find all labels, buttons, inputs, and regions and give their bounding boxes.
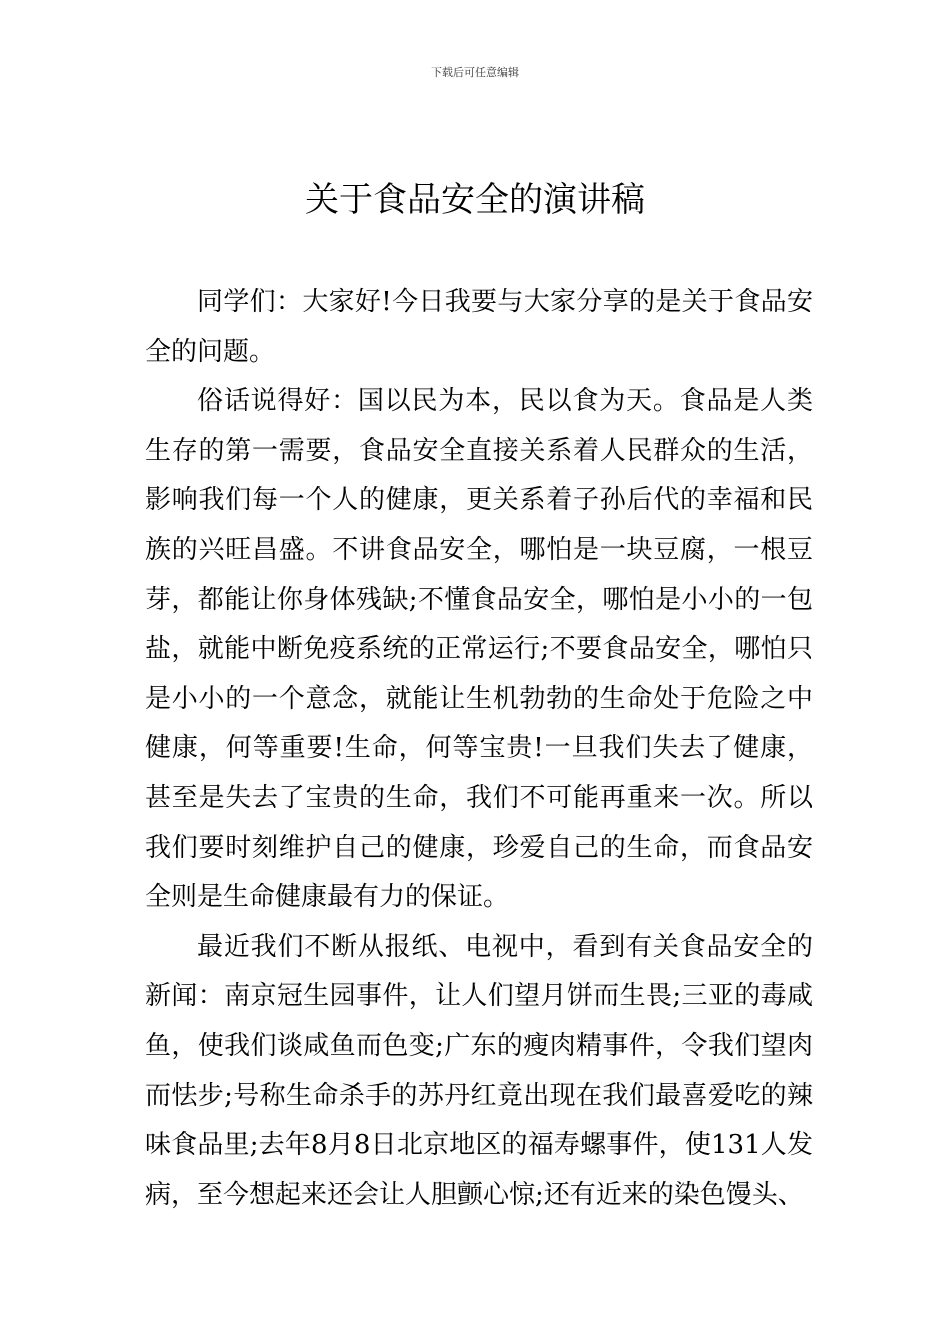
paragraph-importance: 俗话说得好：国以民为本，民以食为天。食品是人类生存的第一需要，食品安全直接关系着人民群众的生活，影响我们每一个人的健康，更关系着子孙后代的幸福和民族的兴旺昌盛。不讲食品安全，哪怕是一块豆腐，一根豆芽，都能让你身体残缺;不懂食品安全，哪怕是小小的一包盐，就能中断免疫系统的正常运行;不要食品安全，哪怕只是小小的一个意念，就能让生机勃勃的生命处于危险之中健康，何等重要!生命，何等宝贵!一旦我们失去了健康，甚至是失去了宝贵的生命，我们不可能再重来一次。所以我们要时刻维护自己的健康，珍爱自己的生命，而食品安全则是生命健康最有力的保证。 — [145, 386, 813, 913]
paragraph-greeting: 同学们：大家好!今日我要与大家分享的是关于食品安全的问题。 — [145, 287, 813, 367]
speech-body — [145, 278, 813, 1220]
header-note: 下载后可任意编辑 — [431, 66, 519, 79]
paragraph-news: 最近我们不断从报纸、电视中，看到有关食品安全的新闻：南京冠生园事件，让人们望月饼而生畏;三亚的毒咸鱼，使我们谈咸鱼而色变;广东的瘦肉精事件，令我们望肉而怯步;号称生命杀手的苏丹红竟出现在我们最喜爱吃的辣味食品里;去年8月8日北京地区的福寿螺事件，使131人发病，至今想起来还会让人胆颤心惊;还有近来的染色馒头、 — [145, 931, 813, 1210]
page-title: 关于食品安全的演讲稿 — [305, 180, 645, 220]
